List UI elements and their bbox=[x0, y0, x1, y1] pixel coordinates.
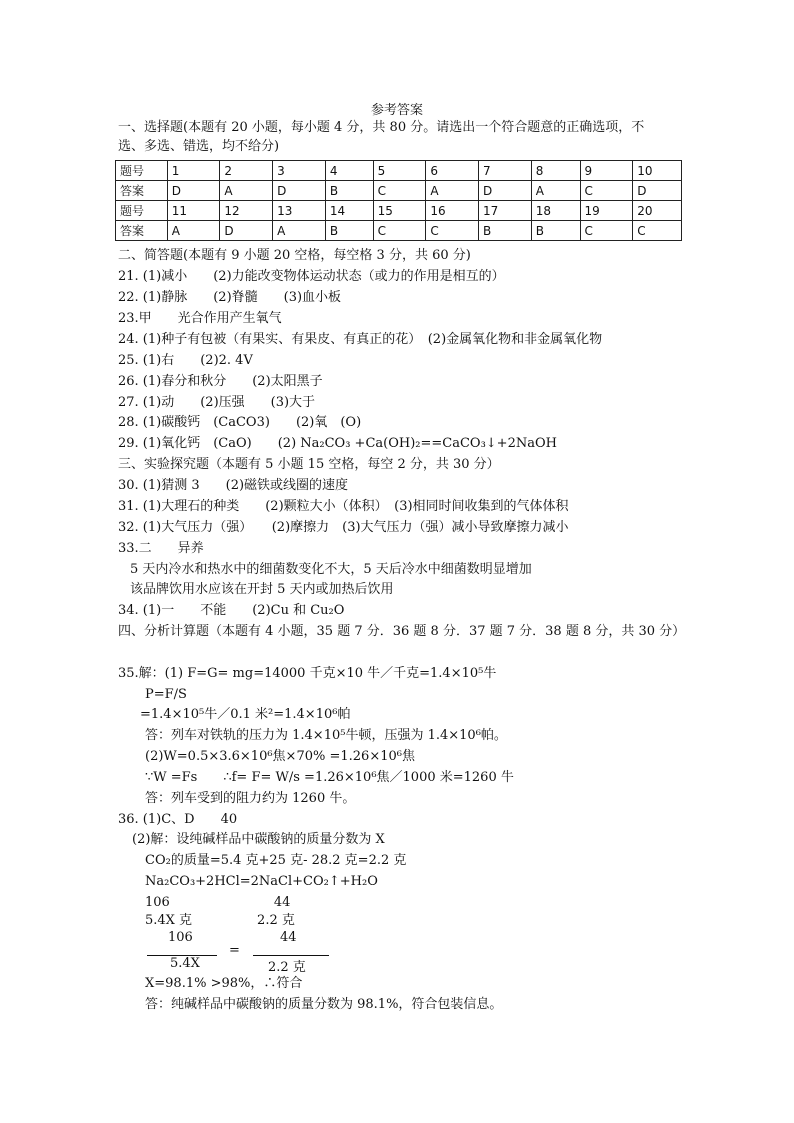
table-cell: D bbox=[167, 181, 220, 201]
answer-36-part1: 36. (1)C、D 40 bbox=[118, 812, 238, 827]
table-cell: 15 bbox=[373, 201, 426, 221]
table-cell: 5 bbox=[373, 161, 426, 181]
answer-33-note2: 该品牌饮用水应该在开封 5 天内或加热后饮用 bbox=[130, 582, 394, 597]
answer-35-part1: 35.解：(1) F=G= mg=14000 千克×10 牛／千克=1.4×10⁵牛 bbox=[118, 666, 497, 681]
answer-36-part2: (2)解：设纯碱样品中碳酸钠的质量分数为 X bbox=[132, 832, 385, 847]
table-cell: 16 bbox=[426, 201, 479, 221]
table-cell: A bbox=[167, 221, 220, 241]
table-cell: 19 bbox=[580, 201, 633, 221]
table-cell: 14 bbox=[325, 201, 373, 221]
table-cell: 18 bbox=[531, 201, 580, 221]
answer-35-friction: ∵W =Fs ∴f= F= W/s =1.26×10⁶焦／1000 米=1260 牛 bbox=[145, 770, 514, 785]
table-cell: B bbox=[325, 221, 373, 241]
table-cell: C bbox=[633, 221, 682, 241]
table-cell: 11 bbox=[167, 201, 220, 221]
section1-heading-line2: 选、多选、错选，均不给分) bbox=[118, 139, 280, 154]
table-row-header: 题号 bbox=[116, 161, 168, 181]
answer-35-conclusion2: 答：列车受到的阻力约为 1260 牛。 bbox=[145, 791, 356, 806]
fraction-left-numerator: 106 bbox=[168, 930, 193, 945]
table-cell: B bbox=[479, 221, 532, 241]
answer-29: 29. (1)氧化钙 (CaO) (2) Na₂CO₃ +Ca(OH)₂==CaCO₃↓+2NaOH bbox=[118, 436, 557, 451]
answer-35-formula: P=F/S bbox=[145, 687, 187, 702]
table-cell: 17 bbox=[479, 201, 532, 221]
answer-31: 31. (1)大理石的种类 (2)颗粒大小（体积） (3)相同时间收集到的气体体积 bbox=[118, 499, 569, 514]
answer-36-co2-mass: CO₂的质量=5.4 克+25 克- 28.2 克=2.2 克 bbox=[145, 853, 407, 868]
answer-24: 24. (1)种子有包被（有果实、有果皮、有真正的花） (2)金属氧化物和非金属氧化物 bbox=[118, 332, 603, 347]
table-cell: D bbox=[220, 221, 273, 241]
answer-26: 26. (1)春分和秋分 (2)太阳黑子 bbox=[118, 374, 323, 389]
table-row-header: 题号 bbox=[116, 201, 168, 221]
table-row bbox=[116, 201, 682, 221]
table-cell: D bbox=[479, 181, 532, 201]
table-cell: 7 bbox=[479, 161, 532, 181]
table-cell: 8 bbox=[531, 161, 580, 181]
table-cell: 2 bbox=[220, 161, 273, 181]
answer-34: 34. (1)一 不能 (2)Cu 和 Cu₂O bbox=[118, 603, 345, 618]
answer-35-pressure: =1.4×10⁵牛／0.1 米²=1.4×10⁶帕 bbox=[140, 707, 351, 722]
table-cell: B bbox=[325, 181, 373, 201]
answer-35-conclusion1: 答：列车对铁轨的压力为 1.4×10⁵牛顿，压强为 1.4×10⁶帕。 bbox=[145, 728, 507, 743]
table-cell: A bbox=[273, 221, 326, 241]
section4-heading: 四、分析计算题（本题有 4 小题，35 题 7 分．36 题 8 分．37 题 7 分．38 题 8 分，共 30 分） bbox=[118, 624, 686, 639]
answer-36-molar-ratio: 106 44 bbox=[145, 895, 291, 910]
answer-36-equation: Na₂CO₃+2HCl=2NaCl+CO₂↑+H₂O bbox=[145, 874, 378, 889]
table-cell: C bbox=[373, 181, 426, 201]
table-cell: A bbox=[531, 181, 580, 201]
answer-25: 25. (1)右 (2)2. 4V bbox=[118, 353, 253, 368]
table-cell: 1 bbox=[167, 161, 220, 181]
table-cell: C bbox=[373, 221, 426, 241]
answer-36-conclusion: 答：纯碱样品中碳酸钠的质量分数为 98.1%，符合包装信息。 bbox=[145, 997, 503, 1012]
table-cell: A bbox=[220, 181, 273, 201]
table-cell: D bbox=[273, 181, 326, 201]
fraction-left-denominator: 5.4X bbox=[170, 956, 200, 971]
table-cell: 12 bbox=[220, 201, 273, 221]
answer-22: 22. (1)静脉 (2)脊髓 (3)血小板 bbox=[118, 290, 342, 305]
page-title: 参考答案 bbox=[370, 103, 423, 118]
table-cell: 20 bbox=[633, 201, 682, 221]
answer-28: 28. (1)碳酸钙 (CaCO3) (2)氧 (O) bbox=[118, 415, 362, 430]
fraction-right-numerator: 44 bbox=[280, 930, 297, 945]
fraction-right-denominator: 2.2 克 bbox=[268, 960, 306, 975]
table-cell: C bbox=[426, 221, 479, 241]
table-cell: D bbox=[633, 181, 682, 201]
table-row bbox=[116, 221, 682, 241]
answer-30: 30. (1)猜测 3 (2)磁铁或线圈的速度 bbox=[118, 478, 349, 493]
section1-heading-line1: 一、选择题(本题有 20 小题，每小题 4 分，共 80 分。请选出一个符合题意的正确选项，不 bbox=[118, 120, 645, 135]
answer-36-mass-ratio: 5.4X 克 2.2 克 bbox=[145, 913, 295, 928]
table-row bbox=[116, 181, 682, 201]
answer-36-result: X=98.1% >98%，∴符合 bbox=[145, 976, 303, 991]
section2-heading: 二、简答题(本题有 9 小题 20 空格，每空格 3 分，共 60 分) bbox=[118, 248, 471, 263]
answer-23: 23.甲 光合作用产生氧气 bbox=[118, 311, 282, 326]
table-cell: 13 bbox=[273, 201, 326, 221]
table-row bbox=[116, 161, 682, 181]
answer-33: 33.二 异养 bbox=[118, 541, 204, 556]
table-cell: C bbox=[580, 181, 633, 201]
table-cell: 10 bbox=[633, 161, 682, 181]
answer-35-part2: (2)W=0.5×3.6×10⁶焦×70% =1.26×10⁶焦 bbox=[145, 749, 415, 764]
table-cell: C bbox=[580, 221, 633, 241]
table-cell: 3 bbox=[273, 161, 326, 181]
table-cell: 4 bbox=[325, 161, 373, 181]
answer-table bbox=[115, 160, 682, 241]
answer-27: 27. (1)动 (2)压强 (3)大于 bbox=[118, 395, 316, 410]
table-cell: 9 bbox=[580, 161, 633, 181]
table-cell: A bbox=[426, 181, 479, 201]
table-cell: 6 bbox=[426, 161, 479, 181]
answer-21: 21. (1)减小 (2)力能改变物体运动状态（或力的作用是相互的） bbox=[118, 269, 505, 284]
table-row-header: 答案 bbox=[116, 221, 168, 241]
fraction-equals: = bbox=[229, 943, 240, 958]
answer-32: 32. (1)大气压力（强） (2)摩擦力 (3)大气压力（强）减小导致摩擦力减小 bbox=[118, 520, 569, 535]
section3-heading: 三、实验探究题（本题有 5 小题 15 空格，每空 2 分，共 30 分） bbox=[118, 457, 500, 472]
table-row-header: 答案 bbox=[116, 181, 168, 201]
table-cell: B bbox=[531, 221, 580, 241]
answer-33-note1: 5 天内冷水和热水中的细菌数变化不大，5 天后冷水中细菌数明显增加 bbox=[130, 562, 532, 577]
